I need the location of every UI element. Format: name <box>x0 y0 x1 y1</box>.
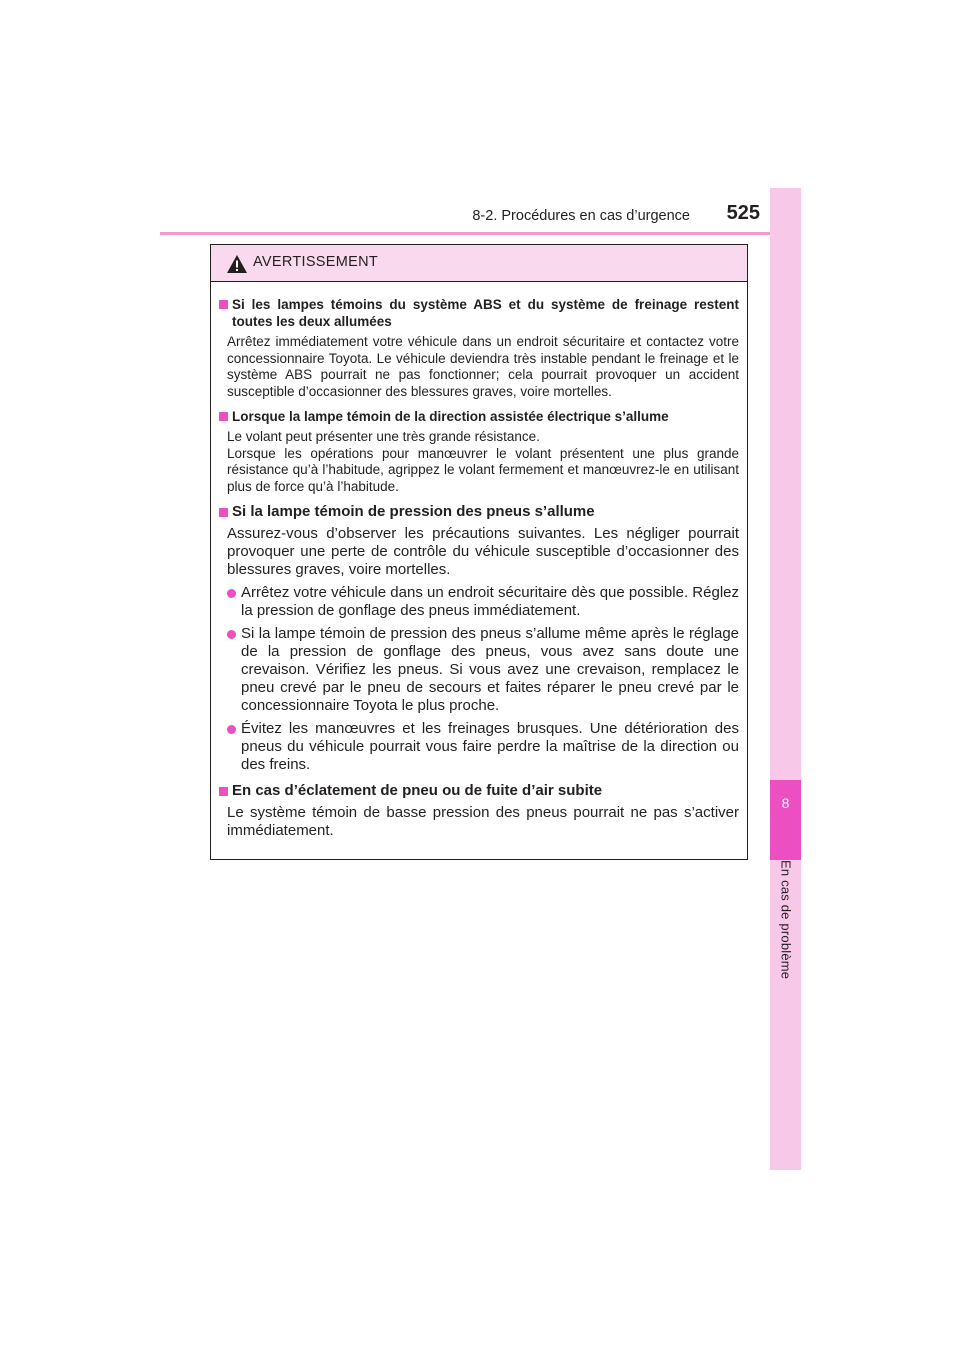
warning-label: AVERTISSEMENT <box>253 254 379 270</box>
item-heading: Si la lampe témoin de pression des pneus s’allume <box>219 503 739 521</box>
square-bullet-icon <box>219 508 228 517</box>
chapter-number: 8 <box>781 795 790 811</box>
section-title: 8-2. Procédures en cas d’urgence <box>472 208 690 224</box>
round-bullet-icon <box>227 725 236 734</box>
warning-item-abs-brake <box>219 296 739 400</box>
round-bullet-icon <box>227 630 236 639</box>
list-item: Évitez les manœuvres et les freinages brusques. Une détérioration des pneus du véhicule pourrait vous faire perdre la maîtrise de la direction ou des freins. <box>219 720 739 774</box>
warning-body <box>211 282 747 840</box>
item-paragraph: Lorsque les opérations pour manœuvrer le volant présentent une plus grande résistance qu’à l’habitude, agrippez le volant fermement et manœuvrez-le en utilisant plus de force qu’à l’habitude. <box>227 445 739 494</box>
item-heading: Si les lampes témoins du système ABS et du système de freinage restent toutes les deux allumées <box>219 296 739 330</box>
header-rule <box>160 232 800 235</box>
warning-item-tire-burst <box>219 782 739 840</box>
item-paragraph: Assurez-vous d’observer les précautions suivantes. Les négliger pourrait provoquer une perte de contrôle du véhicule susceptible d’occasionner des blessures graves, voire mortelles. <box>227 525 739 578</box>
warning-header <box>211 245 747 282</box>
list-item: Si la lampe témoin de pression des pneus s’allume même après le réglage de la pression de gonflage des pneus, vous avez sans doute une crevaison. Vérifiez les pneus. Si vous avez une crevaison, remplacez le pneu crevé par le pneu de secours et faites réparer le pneu crevé par le concessionnaire Toyota le plus proche. <box>219 625 739 715</box>
chapter-title: En cas de problème <box>778 860 794 980</box>
square-bullet-icon <box>219 300 228 309</box>
item-heading: En cas d’éclatement de pneu ou de fuite d’air subite <box>219 782 739 800</box>
warning-triangle-icon <box>226 254 248 274</box>
warning-item-tire-pressure <box>219 503 739 774</box>
side-tab-active-chapter <box>770 780 801 860</box>
warning-box <box>210 244 748 860</box>
side-tab <box>770 188 801 1170</box>
list-item: Arrêtez votre véhicule dans un endroit sécuritaire dès que possible. Réglez la pression de gonflage des pneus immédiatement. <box>219 584 739 620</box>
warning-item-power-steering <box>219 408 739 495</box>
square-bullet-icon <box>219 787 228 796</box>
round-bullet-icon <box>227 589 236 598</box>
item-paragraph: Le système témoin de basse pression des pneus pourrait ne pas s’activer immédiatement. <box>227 804 739 839</box>
square-bullet-icon <box>219 412 228 421</box>
page-number: 525 <box>726 202 760 224</box>
item-paragraph: Arrêtez immédiatement votre véhicule dans un endroit sécuritaire et contactez votre concessionnaire Toyota. Le véhicule deviendra très instable pendant le freinage et le système ABS pourrait ne pas fonctionner; cela pourrait provoquer un accident susceptible d’occasionner des blessures graves, voire mortelles. <box>227 334 739 399</box>
item-heading: Lorsque la lampe témoin de la direction assistée électrique s’allume <box>219 408 739 425</box>
item-paragraph: Le volant peut présenter une très grande résistance. <box>227 429 540 444</box>
